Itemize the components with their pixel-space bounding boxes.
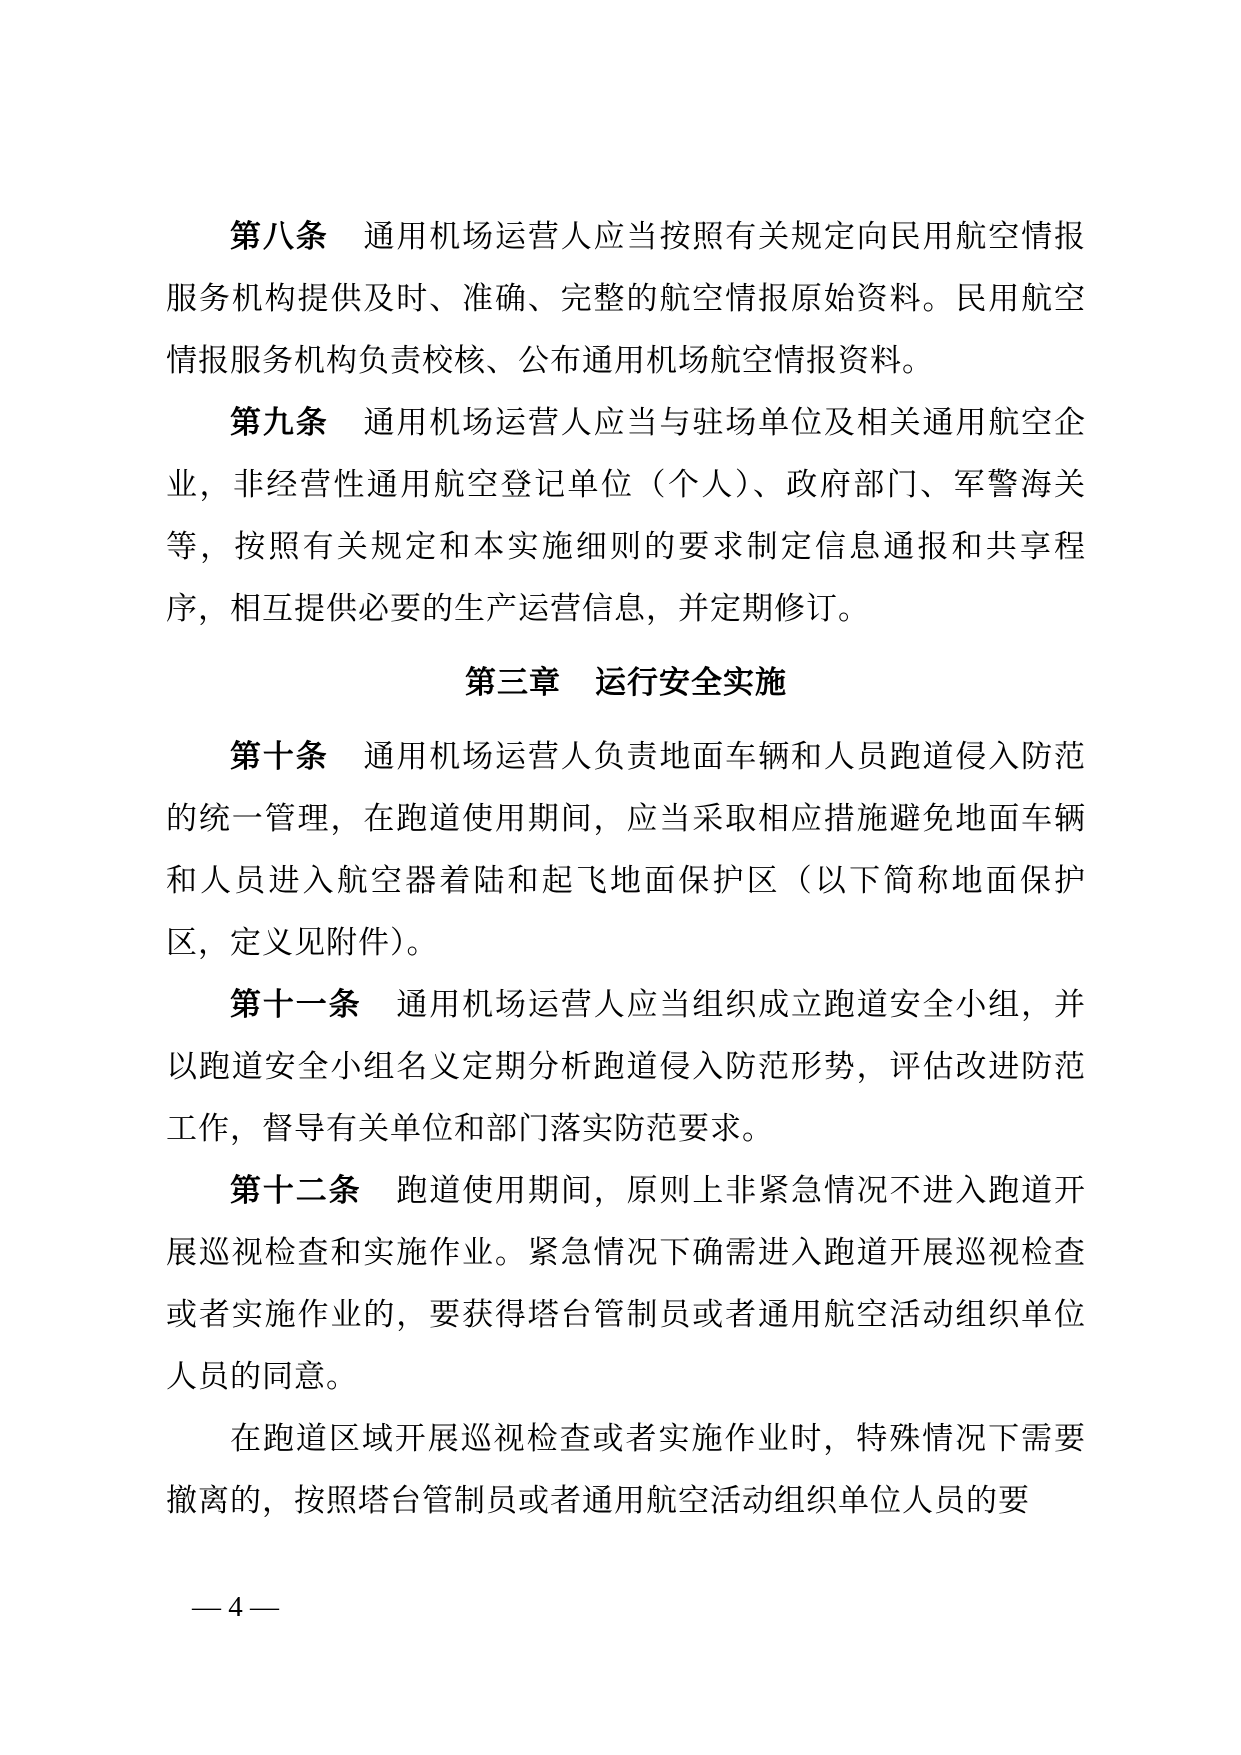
document-body bbox=[166, 206, 1086, 1532]
article-9-label: 第九条 bbox=[230, 405, 329, 441]
article-10 bbox=[166, 726, 1086, 974]
article-8-text: 通用机场运营人应当按照有关规定向民用航空情报服务机构提供及时、准确、完整的航空情报原始资料。民用航空情报服务机构负责校核、公布通用机场航空情报资料。 bbox=[166, 219, 1086, 379]
article-8 bbox=[166, 206, 1086, 392]
article-9-text: 通用机场运营人应当与驻场单位及相关通用航空企业，非经营性通用航空登记单位（个人）、政府部门、军警海关等，按照有关规定和本实施细则的要求制定信息通报和共享程序，相互提供必要的生产运营信息，并定期修订。 bbox=[166, 405, 1086, 627]
article-8-label: 第八条 bbox=[230, 219, 329, 255]
trailing-paragraph: 在跑道区域开展巡视检查或者实施作业时，特殊情况下需要撤离的，按照塔台管制员或者通用航空活动组织单位人员的要 bbox=[166, 1421, 1086, 1519]
article-10-text: 通用机场运营人负责地面车辆和人员跑道侵入防范的统一管理，在跑道使用期间，应当采取相应措施避免地面车辆和人员进入航空器着陆和起飞地面保护区（以下简称地面保护区，定义见附件）。 bbox=[166, 739, 1086, 961]
article-12-label: 第十二条 bbox=[230, 1173, 362, 1209]
article-11 bbox=[166, 974, 1086, 1160]
article-11-label: 第十一条 bbox=[230, 987, 362, 1023]
article-12-text: 跑道使用期间，原则上非紧急情况不进入跑道开展巡视检查和实施作业。紧急情况下确需进入跑道开展巡视检查或者实施作业的，要获得塔台管制员或者通用航空活动组织单位人员的同意。 bbox=[166, 1173, 1087, 1395]
article-10-label: 第十条 bbox=[230, 739, 329, 775]
article-9 bbox=[166, 392, 1086, 640]
article-11-text: 通用机场运营人应当组织成立跑道安全小组，并以跑道安全小组名义定期分析跑道侵入防范形势，评估改进防范工作，督导有关单位和部门落实防范要求。 bbox=[166, 987, 1087, 1147]
chapter-title: 运行安全实施 bbox=[595, 665, 787, 701]
page-number: — 4 — bbox=[192, 1591, 279, 1623]
chapter-heading bbox=[166, 652, 1086, 714]
chapter-number: 第三章 bbox=[465, 665, 561, 701]
article-12 bbox=[166, 1160, 1086, 1408]
